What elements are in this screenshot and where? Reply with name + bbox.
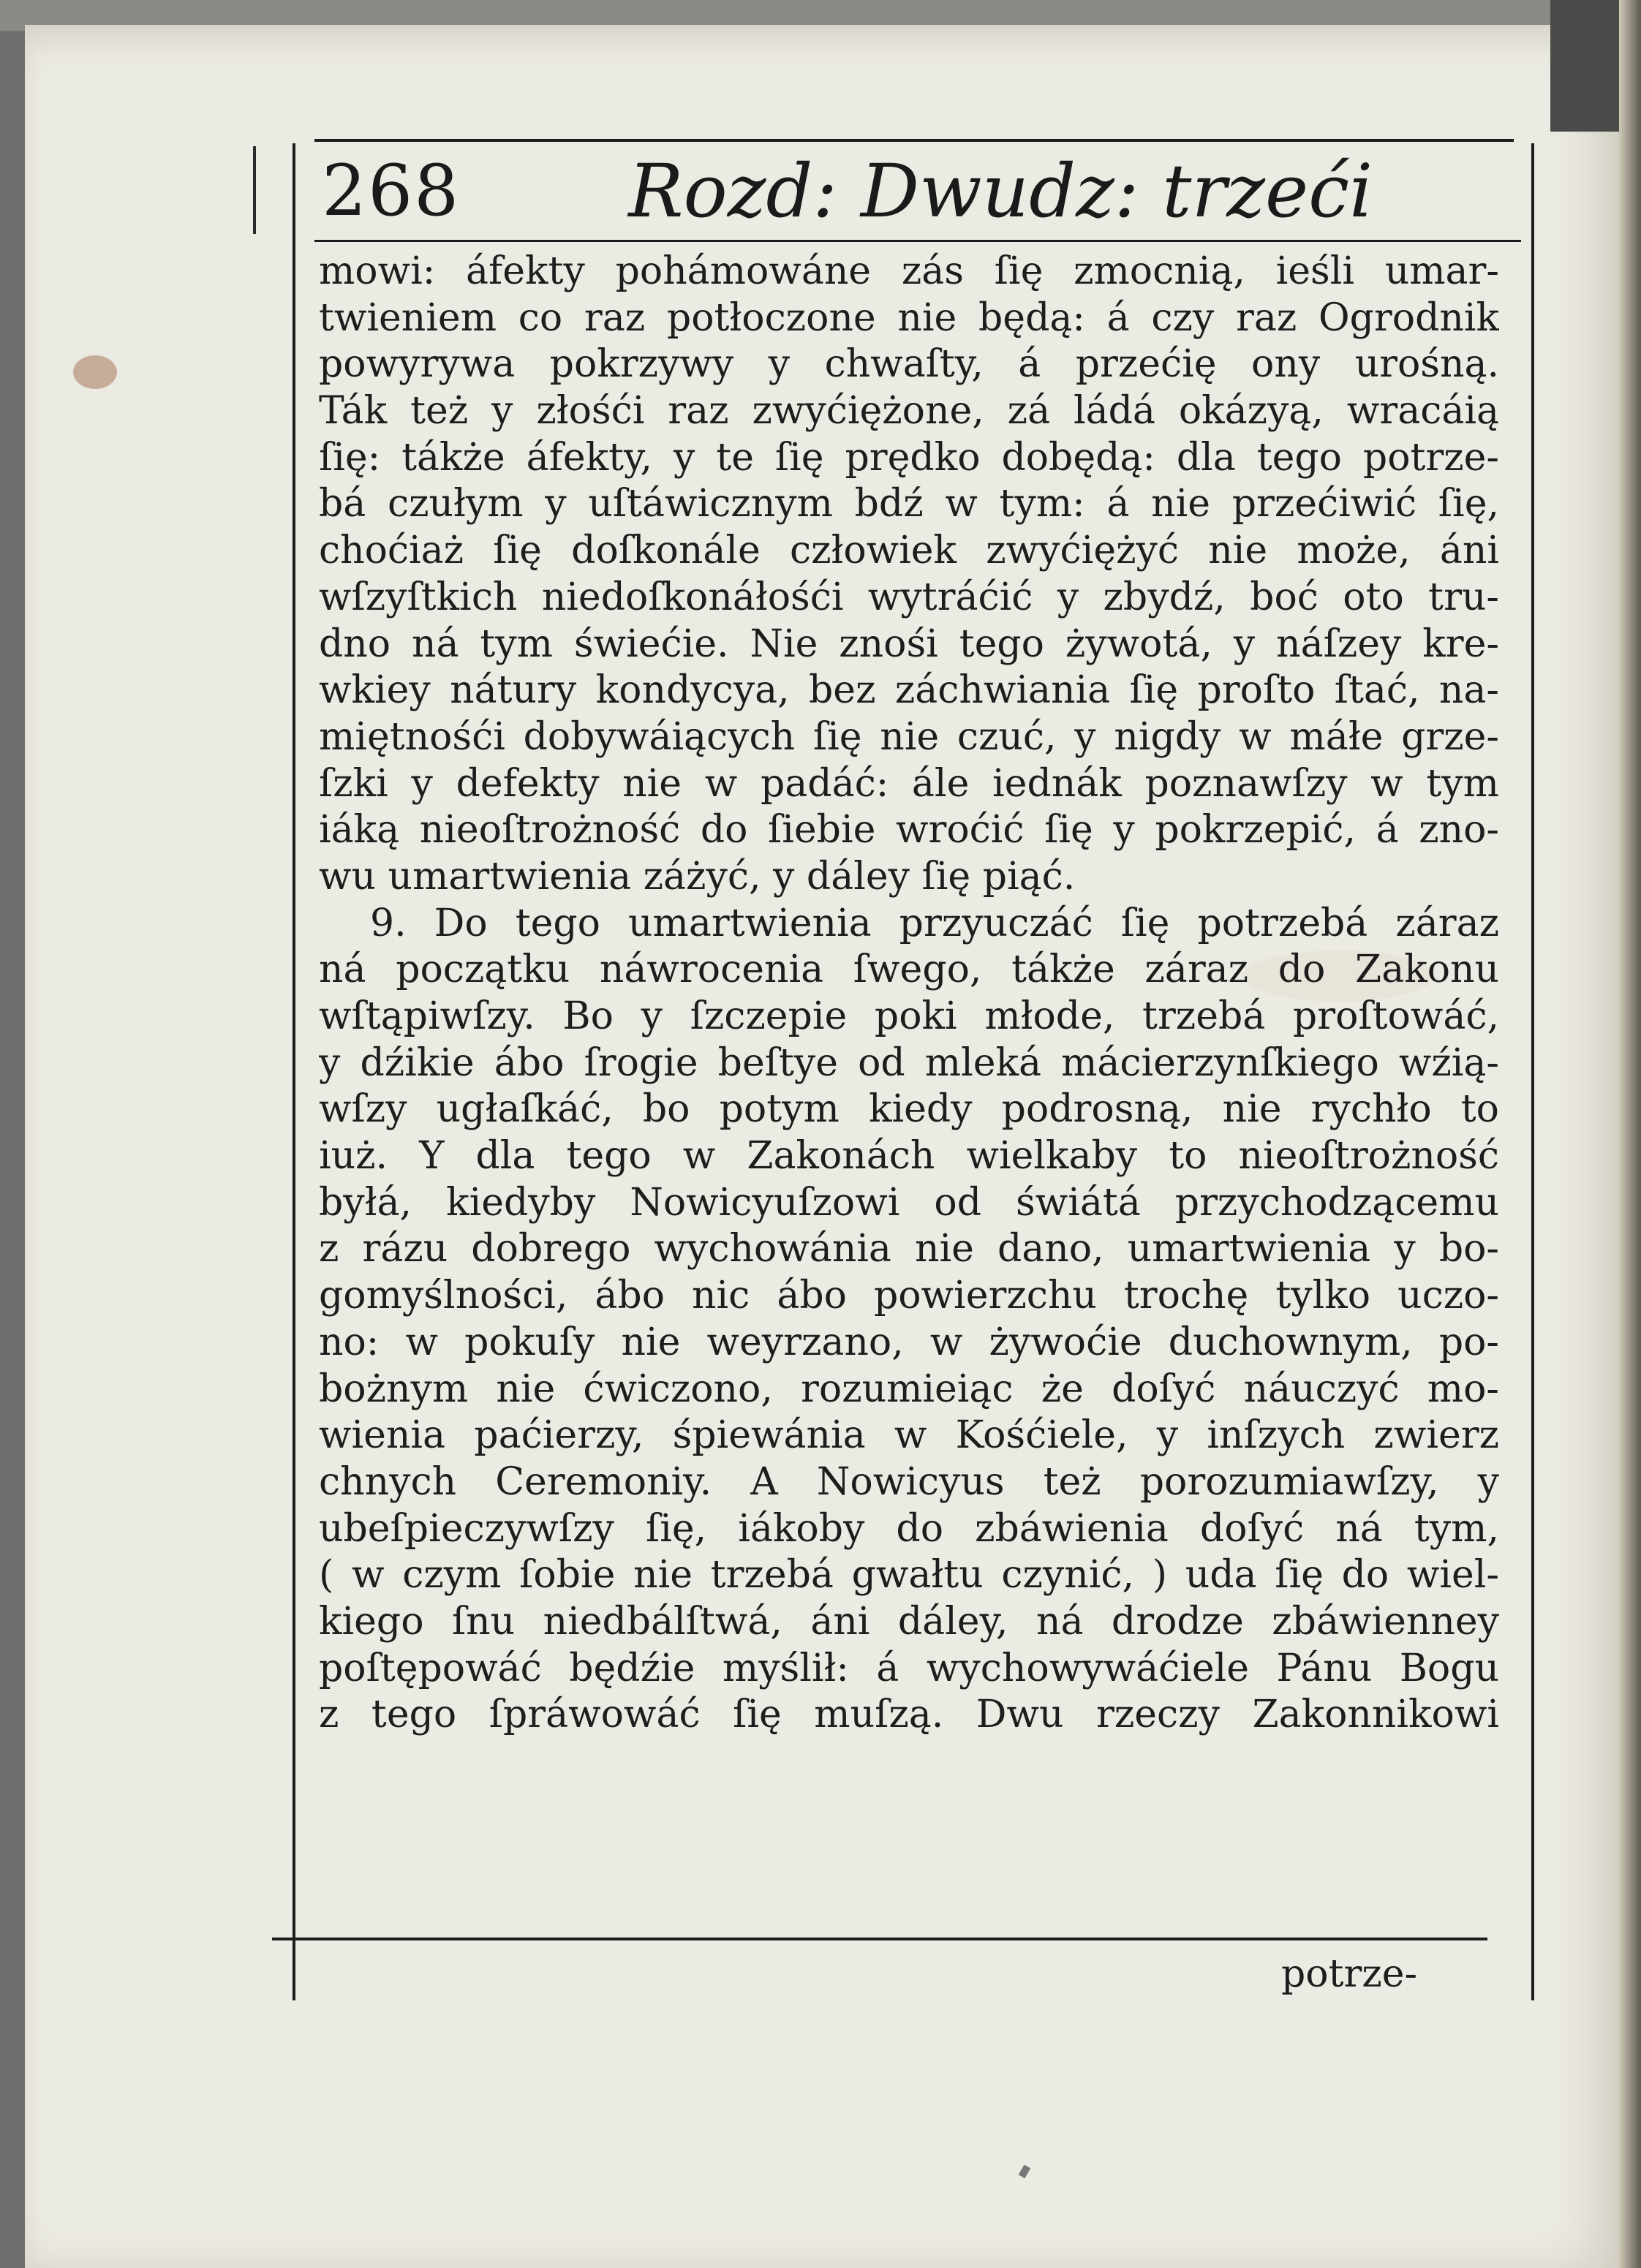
page-header	[322, 143, 1506, 238]
text-line: iáką nieoſtrożność do ſiebie wroćić ſię y pokrzepić, á zno-	[319, 808, 1499, 853]
text-line: ſzki y defekty nie w padáć: ále iednák poznawſzy w tym	[319, 761, 1499, 806]
text-line: ná początku náwrocenia ſwego, tákże záraz do Zakonu	[319, 948, 1499, 992]
text-line: no: w pokuſy nie weyrzano, w żywoćie duchownym, po-	[319, 1320, 1499, 1364]
text-line: wſzy ugłaſkáć, bo potym kiedy podrosną, nie rychło to	[319, 1087, 1499, 1132]
text-line: Ták też y złośći raz zwyćiężone, zá ládá okázyą, wracáią	[319, 389, 1499, 434]
page-binding-edge	[1619, 0, 1641, 2268]
text-line: y dźikie ábo ſrogie beſtye od mleká mácierzynſkiego wźią-	[319, 1040, 1499, 1085]
top-rule	[314, 139, 1514, 142]
running-title: Rozd: Dwudz: trzeći	[628, 148, 1373, 234]
text-line: ( w czym ſobie nie trzebá gwałtu czynić, ) uda ſię do wiel-	[319, 1553, 1499, 1598]
text-line: z tego ſpráwowáć ſię muſzą. Dwu rzeczy Zakonnikowi	[319, 1693, 1499, 1737]
body-text	[319, 249, 1499, 1739]
text-line: wu umartwienia záżyć, y dáley ſię piąć.	[319, 854, 1076, 899]
text-line: byłá, kiedyby Nowicyuſzowi od świátá przychodzącemu	[319, 1180, 1499, 1225]
margin-mark	[253, 146, 256, 234]
paragraph-start-line: 9. Do tego umartwienia przyuczáć ſię potrzebá záraz	[370, 901, 1499, 945]
text-line: iuż. Y dla tego w Zakonách wielkaby to nieoſtrożność	[319, 1134, 1499, 1179]
text-line: wſzyſtkich niedoſkonáłośći wytráćić y zbydź, boć oto tru-	[319, 575, 1499, 619]
text-line: wſtąpiwſzy. Bo y ſzczepie poki młode, trzebá proſtowáć,	[319, 994, 1499, 1038]
text-line: mowi: áfekty pohámowáne zás ſię zmocnią, ieśli umar-	[319, 249, 1499, 293]
text-line: poſtępowáć będźie myślił: á wychowywáćiele Pánu Bogu	[319, 1646, 1499, 1690]
text-line: dno ná tym świećie. Nie znośi tego żywotá, y náſzey kre-	[319, 621, 1499, 666]
text-line: wienia paćierzy, śpiewánia w Kośćiele, y inſzych zwierz	[319, 1413, 1499, 1458]
bottom-rule	[272, 1938, 1487, 1940]
text-line: wkiey nátury kondycya, bez záchwiania ſię proſto ſtać, na-	[319, 668, 1499, 713]
text-line: bá czułym y uſtáwicznym bdź w tym: á nie przećiwić ſię,	[319, 482, 1499, 526]
catchword: potrze-	[1281, 1952, 1418, 1996]
text-line: kiego ſnu niedbálſtwá, áni dáley, ná drodze zbáwienney	[319, 1599, 1499, 1644]
text-line: miętnośći dobywáiących ſię nie czuć, y nigdy w máłe grze-	[319, 714, 1499, 759]
text-line: bożnym nie ćwiczono, rozumieiąc że doſyć náuczyć mo-	[319, 1367, 1499, 1411]
text-line: choćiaż ſię doſkonále człowiek zwyćiężyć nie może, áni	[319, 529, 1499, 573]
header-rule	[314, 240, 1521, 242]
text-line: powyrywa pokrzywy y chwaſty, á przećię ony urośną.	[319, 342, 1499, 387]
ink-stain	[73, 355, 117, 389]
text-line: gomyślności, ábo nic ábo powierzchu trochę tylko uczo-	[319, 1274, 1499, 1318]
text-line: ubeſpieczywſzy ſię, iákoby do zbáwienia doſyć ná tym,	[319, 1506, 1499, 1551]
text-line: z rázu dobrego wychowánia nie dano, umartwienia y bo-	[319, 1227, 1499, 1271]
page-number: 268	[322, 150, 461, 232]
text-line: ſię: tákże áfekty, y te ſię prędko dobędą: dla tego potrze-	[319, 435, 1499, 480]
text-line: twieniem co raz potłoczone nie będą: á czy raz Ogrodnik	[319, 295, 1499, 340]
text-line: chnych Ceremoniy. A Nowicyus też porozumiawſzy, y	[319, 1459, 1499, 1504]
